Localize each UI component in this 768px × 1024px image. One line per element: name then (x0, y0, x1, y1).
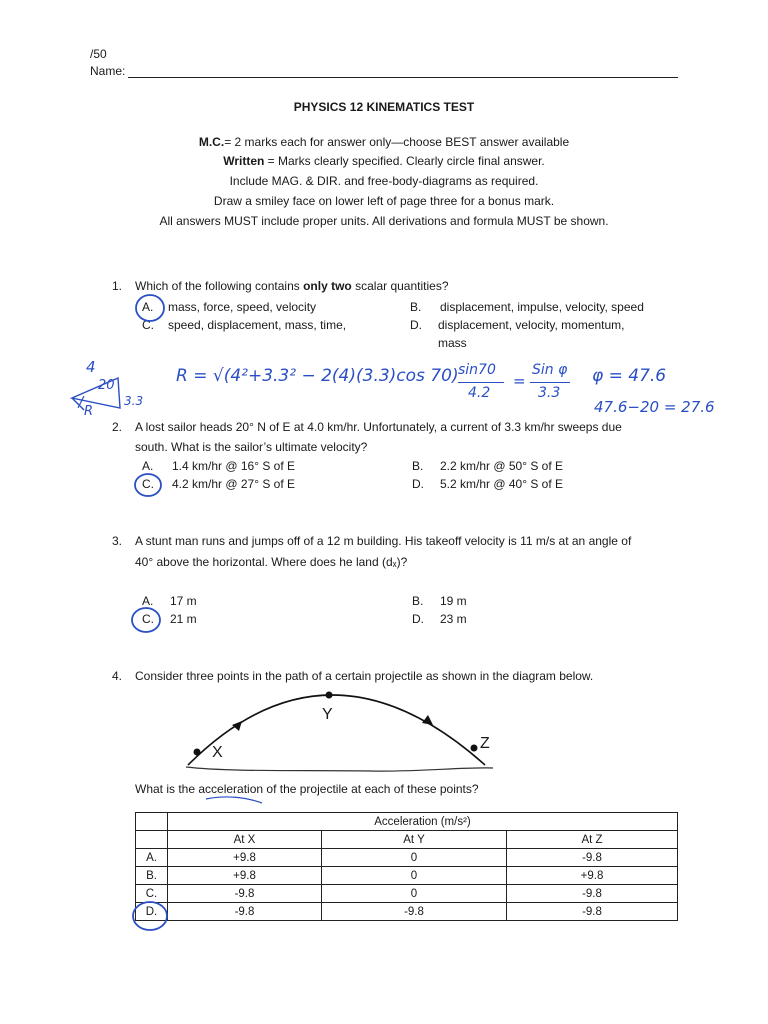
instruction-mc-text: = 2 marks each for answer only—choose BEST answer available (224, 135, 570, 149)
q3-option-d-label: D. (412, 612, 424, 626)
q2-option-d-label: D. (412, 477, 424, 491)
point-x-label: X (212, 744, 223, 761)
hw-formula: R = √(4²+3.3² − 2(4)(3.3)cos 70) (176, 366, 459, 386)
hw-sinphi-bottom: 3.3 (538, 385, 561, 401)
q2-number: 2. (112, 420, 123, 434)
table-header-empty (136, 831, 168, 849)
q3-option-c-text: 21 m (170, 612, 197, 626)
hw-sinphi-top: Sin φ (532, 362, 568, 378)
q3-option-a-text: 17 m (170, 594, 197, 608)
hw-fraction-line-1 (458, 382, 504, 383)
col-header-x: At X (168, 831, 322, 849)
q3-option-b-label: B. (412, 594, 424, 608)
instruction-written-text: = Marks clearly specified. Clearly circle final answer. (264, 154, 545, 168)
q2-option-a-label: A. (142, 459, 154, 473)
q1-text (135, 279, 449, 293)
instruction-line3: Include MAG. & DIR. and free-body-diagrams as required. (229, 174, 539, 188)
cell-x: -9.8 (168, 885, 322, 903)
instruction-mc-bold: M.C. (198, 135, 225, 149)
cell-z: +9.8 (507, 867, 678, 885)
q1-option-d-text: displacement, velocity, momentum, (438, 318, 625, 332)
point-z-label: Z (480, 735, 490, 752)
cell-x: +9.8 (168, 849, 322, 867)
score-label: /50 (90, 47, 107, 61)
hw-sin-bottom: 4.2 (468, 385, 491, 401)
name-line (128, 77, 678, 78)
q2-option-c-text: 4.2 km/hr @ 27° S of E (172, 477, 296, 491)
q1-text-a: Which of the following contains (135, 279, 304, 293)
q3-option-b-text: 19 m (440, 594, 467, 608)
cell-x: -9.8 (168, 903, 322, 921)
q2-option-c-label: C. (142, 477, 154, 491)
q4-line1: Consider three points in the path of a certain projectile as shown in the diagram below. (135, 669, 594, 683)
hw-sin-top: sin70 (458, 362, 496, 378)
instruction-mc (0, 135, 768, 149)
cell-y: 0 (322, 867, 507, 885)
q1-text-b: scalar quantities? (351, 279, 449, 293)
q1-option-a-label: A. (142, 300, 154, 314)
q2-option-b-label: B. (412, 459, 424, 473)
cell-x: +9.8 (168, 867, 322, 885)
q1-option-d-text-2: mass (438, 336, 467, 350)
q2-line1: A lost sailor heads 20° N of E at 4.0 km/hr. Unfortunately, a current of 3.3 km/hr sweeps due (135, 420, 622, 434)
q1-option-c-label: C. (142, 318, 154, 332)
q1-option-a-text: mass, force, speed, velocity (168, 300, 317, 314)
cell-y: 0 (322, 849, 507, 867)
hw-vec-33: 3.3 (124, 394, 144, 408)
row-label: A. (136, 849, 168, 867)
name-label: Name: (90, 64, 126, 78)
row-label: C. (136, 885, 168, 903)
q1-option-c-text: speed, displacement, mass, time, (168, 318, 347, 332)
q4-question: What is the acceleration of the projectile at each of these points? (135, 782, 479, 796)
hw-equals: = (513, 372, 526, 390)
cell-z: -9.8 (507, 903, 678, 921)
hw-vec-20: 20 (98, 378, 115, 393)
q3-option-d-text: 23 m (440, 612, 467, 626)
table-row (136, 885, 678, 903)
q1-text-bold: only two (303, 279, 352, 293)
hw-fraction-line-2 (530, 382, 570, 383)
q4-number: 4. (112, 669, 123, 683)
instruction-line5: All answers MUST include proper units. All derivations and formula MUST be shown. (159, 214, 609, 228)
instruction-written-bold: Written (223, 154, 265, 168)
acceleration-table (135, 812, 678, 921)
hw-phi-result: φ = 47.6 (592, 366, 667, 386)
hw-vec-4: 4 (86, 358, 96, 376)
table-row (136, 849, 678, 867)
q2-option-b-text: 2.2 km/hr @ 50° S of E (440, 459, 564, 473)
q3-line2: 40° above the horizontal. Where does he land (dₓ)? (135, 555, 408, 569)
q3-line1: A stunt man runs and jumps off of a 12 m building. His takeoff velocity is 11 m/s at an angle of (135, 534, 632, 548)
table-row (136, 867, 678, 885)
row-label: B. (136, 867, 168, 885)
table-row (136, 903, 678, 921)
col-header-z: At Z (507, 831, 678, 849)
q3-option-c-label: C. (142, 612, 154, 626)
cell-z: -9.8 (507, 849, 678, 867)
q1-option-d-label: D. (410, 318, 422, 332)
hw-calculation: 47.6−20 = 27.6 (594, 398, 715, 416)
point-y-label: Y (322, 706, 333, 723)
row-label: D. (136, 903, 168, 921)
cell-z: -9.8 (507, 885, 678, 903)
q2-line2: south. What is the sailor’s ultimate velocity? (135, 440, 368, 454)
cell-y: -9.8 (322, 903, 507, 921)
q3-number: 3. (112, 534, 123, 548)
q1-number: 1. (112, 279, 123, 293)
table-title: Acceleration (m/s²) (168, 813, 678, 831)
hw-vec-r: R (84, 404, 94, 419)
cell-y: 0 (322, 885, 507, 903)
q2-option-a-text: 1.4 km/hr @ 16° S of E (172, 459, 296, 473)
instruction-line4: Draw a smiley face on lower left of page three for a bonus mark. (213, 194, 555, 208)
instruction-written (0, 154, 768, 168)
col-header-y: At Y (322, 831, 507, 849)
q1-option-b-label: B. (410, 300, 422, 314)
page-title: PHYSICS 12 KINEMATICS TEST (293, 100, 475, 114)
table-corner (136, 813, 168, 831)
q2-option-d-text: 5.2 km/hr @ 40° S of E (440, 477, 564, 491)
q1-option-b-text: displacement, impulse, velocity, speed (440, 300, 644, 314)
q3-option-a-label: A. (142, 594, 154, 608)
